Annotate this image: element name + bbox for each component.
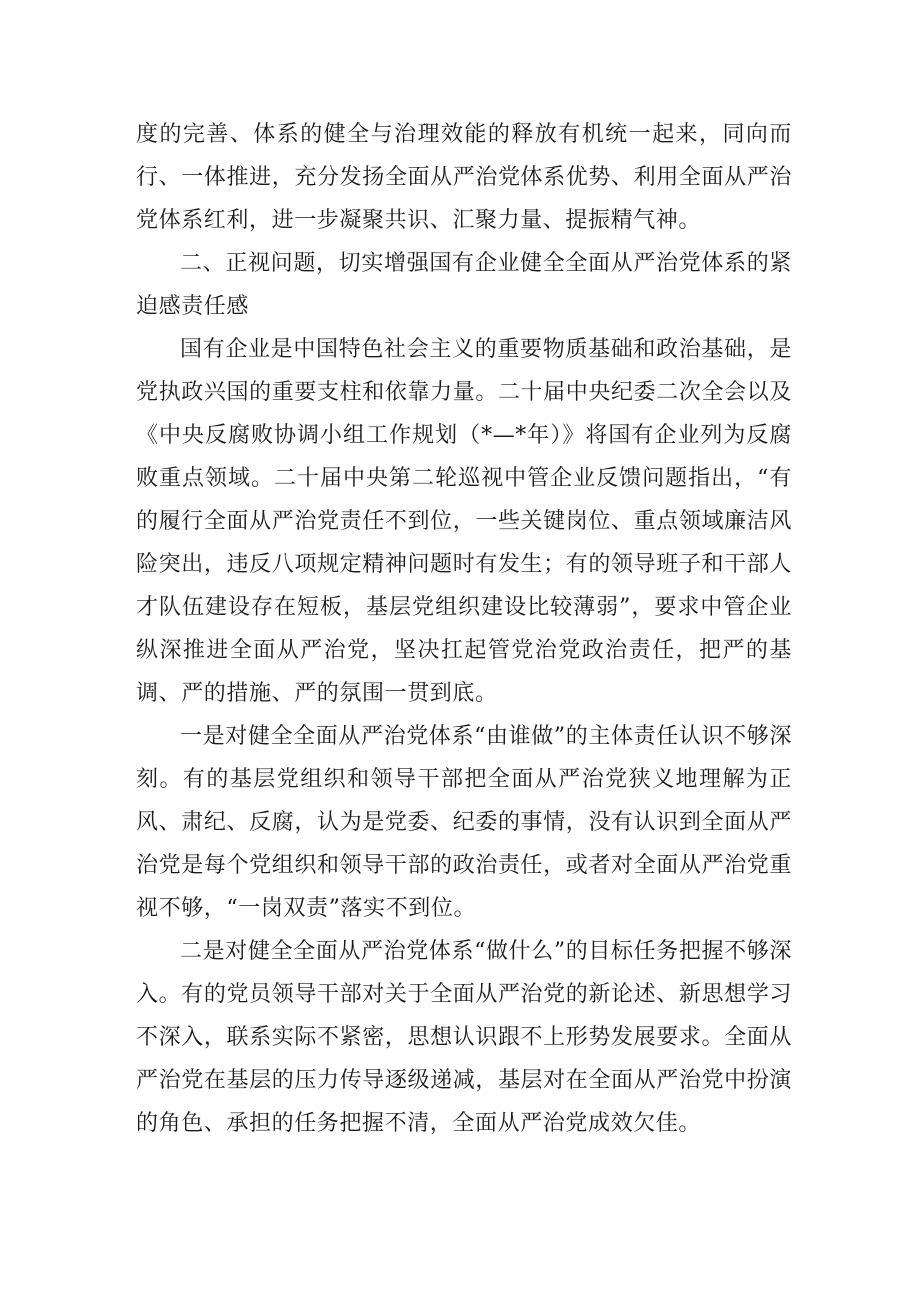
- paragraph-point-one: 一是对健全全面从严治党体系“由谁做”的主体责任认识不够深刻。有的基层党组织和领导干部把全面从严治党狭义地理解为正风、肃纪、反腐，认为是党委、纪委的事情，没有认识到全面从严治党是每个党组织和领导干部的政治责任，或者对全面从严治党重视不够，“一岗双责”落实不到位。: [136, 724, 792, 921]
- paragraph-continuation: 度的完善、体系的健全与治理效能的释放有机统一起来，同向而行、一体推进，充分发扬全面从严治党体系优势、利用全面从严治党体系红利，进一步凝聚共识、汇聚力量、提振精气神。: [136, 122, 792, 233]
- paragraph-point-two: 二是对健全全面从严治党体系“做什么”的目标任务把握不够深入。有的党员领导干部对关于全面从严治党的新论述、新思想学习不深入，联系实际不紧密，思想认识跟不上形势发展要求。全面从严治党在基层的压力传导逐级递减，基层对在全面从严治党中扮演的角色、承担的任务把握不清，全面从严治党成效欠佳。: [136, 939, 792, 1136]
- paragraph-body: 国有企业是中国特色社会主义的重要物质基础和政治基础，是党执政兴国的重要支柱和依靠力量。二十届中央纪委二次全会以及《中央反腐败协调小组工作规划（*—*年）》将国有企业列为反腐败重点领域。二十届中央第二轮巡视中管企业反馈问题指出，“有的履行全面从严治党责任不到位，一些关键岗位、重点领域廉洁风险突出，违反八项规定精神问题时有发生；有的领导班子和干部人才队伍建设存在短板，基层党组织建设比较薄弱”，要求中管企业纵深推进全面从严治党，坚决扛起管党治党政治责任，把严的基调、严的措施、严的氛围一贯到底。: [136, 337, 792, 706]
- section-heading: 二、正视问题，切实增强国有企业健全全面从严治党体系的紧迫感责任感: [136, 251, 792, 319]
- document-body: [136, 113, 792, 1145]
